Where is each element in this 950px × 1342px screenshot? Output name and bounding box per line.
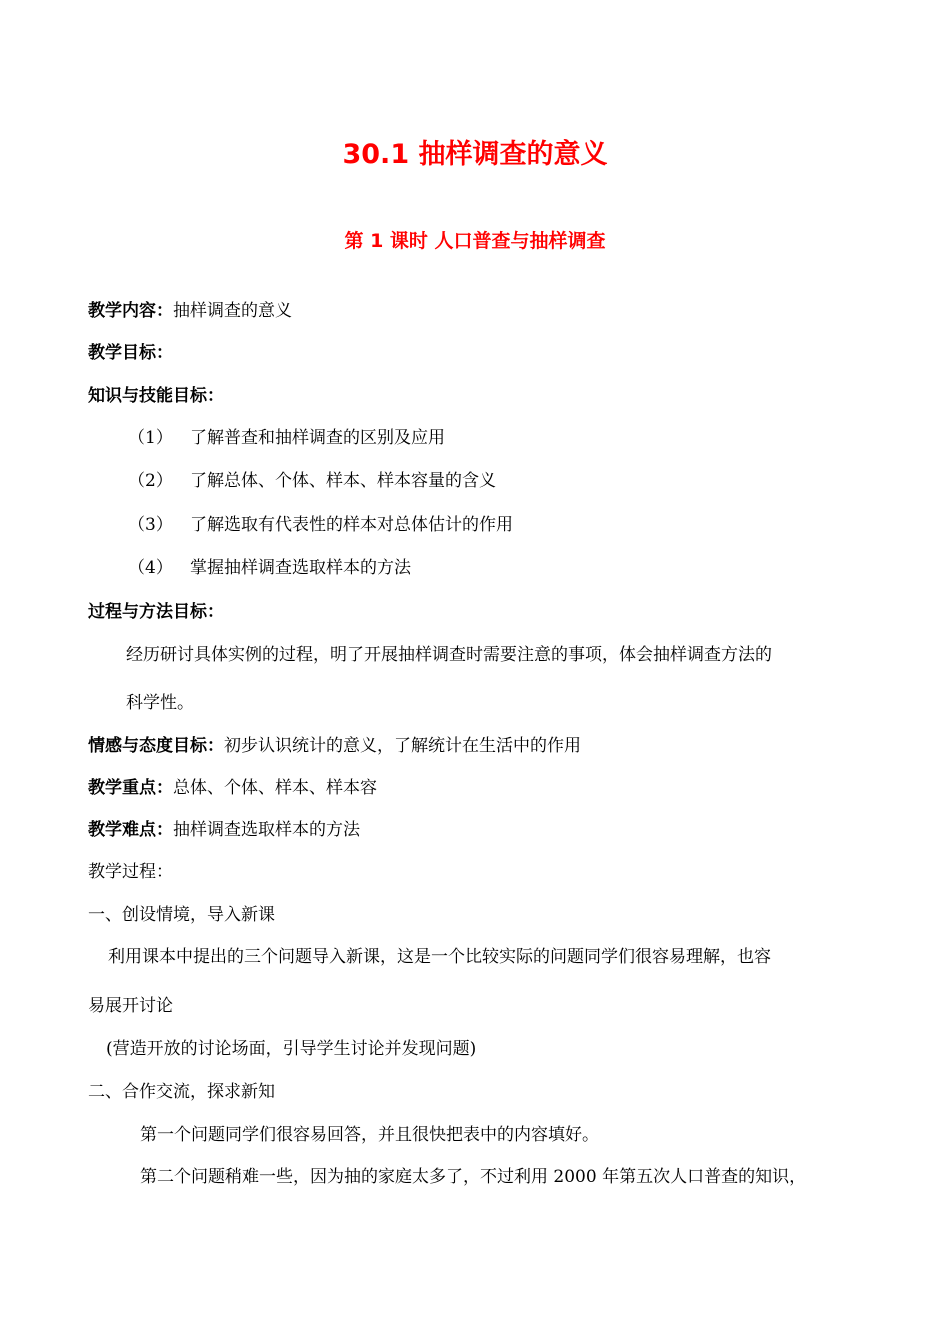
process-goals-line [88,601,224,623]
key-point-line [88,777,377,799]
knowledge-item [128,470,496,492]
knowledge-item [128,514,513,536]
knowledge-item-number: （3） [128,515,173,535]
knowledge-item-text: 了解总体、个体、样本、样本容量的含义 [190,471,496,491]
difficulty-text: 抽样调查选取样本的方法 [173,820,360,840]
knowledge-item-text: 掌握抽样调查选取样本的方法 [190,558,411,578]
difficulty-line [88,819,360,841]
process-goals-text-cont: 科学性。 [126,693,194,713]
section-1-text-cont: 易展开讨论 [88,996,173,1016]
section-2-paragraph-1: 第一个问题同学们很容易回答，并且很快把表中的内容填好。 [140,1125,599,1145]
lesson-subtitle: 第 1 课时 人口普查与抽样调查 [344,230,606,252]
process-goals-label: 过程与方法目标： [88,602,224,622]
procedure-label: 教学过程： [88,862,173,882]
knowledge-item-number: （2） [128,471,173,491]
section-2-heading: 二、合作交流，探求新知 [88,1082,275,1102]
section-1-note: (营造开放的讨论场面，引导学生讨论并发现问题) [106,1039,477,1059]
knowledge-item-number: （1） [128,428,173,448]
section-1-heading: 一、创设情境，导入新课 [88,905,275,925]
knowledge-goals-line [88,385,224,407]
teaching-goals-label: 教学目标： [88,343,173,363]
knowledge-item-text: 了解普查和抽样调查的区别及应用 [190,428,445,448]
knowledge-item [128,557,411,579]
knowledge-item [128,427,445,449]
key-point-label: 教学重点： [88,778,173,798]
emotion-goals-line [88,735,581,757]
document-title: 30.1 抽样调查的意义 [342,139,608,170]
process-goals-text: 经历研讨具体实例的过程，明了开展抽样调查时需要注意的事项，体会抽样调查方法的 [126,645,772,665]
teaching-goals-line [88,342,173,364]
teaching-content-label: 教学内容： [88,301,173,321]
section-2-paragraph-2: 第二个问题稍难一些，因为抽的家庭太多了，不过利用 2000 年第五次人口普查的知识， [140,1167,807,1187]
difficulty-label: 教学难点： [88,820,173,840]
knowledge-goals-label: 知识与技能目标： [88,386,224,406]
knowledge-item-number: （4） [128,558,173,578]
emotion-goals-text: 初步认识统计的意义，了解统计在生活中的作用 [224,736,581,756]
key-point-text: 总体、个体、样本、样本容 [173,778,377,798]
emotion-goals-label: 情感与态度目标： [88,736,224,756]
section-1-text: 利用课本中提出的三个问题导入新课，这是一个比较实际的问题同学们很容易理解，也容 [108,947,771,967]
knowledge-item-text: 了解选取有代表性的样本对总体估计的作用 [190,515,513,535]
teaching-content-line [88,300,292,322]
teaching-content-text: 抽样调查的意义 [173,301,292,321]
